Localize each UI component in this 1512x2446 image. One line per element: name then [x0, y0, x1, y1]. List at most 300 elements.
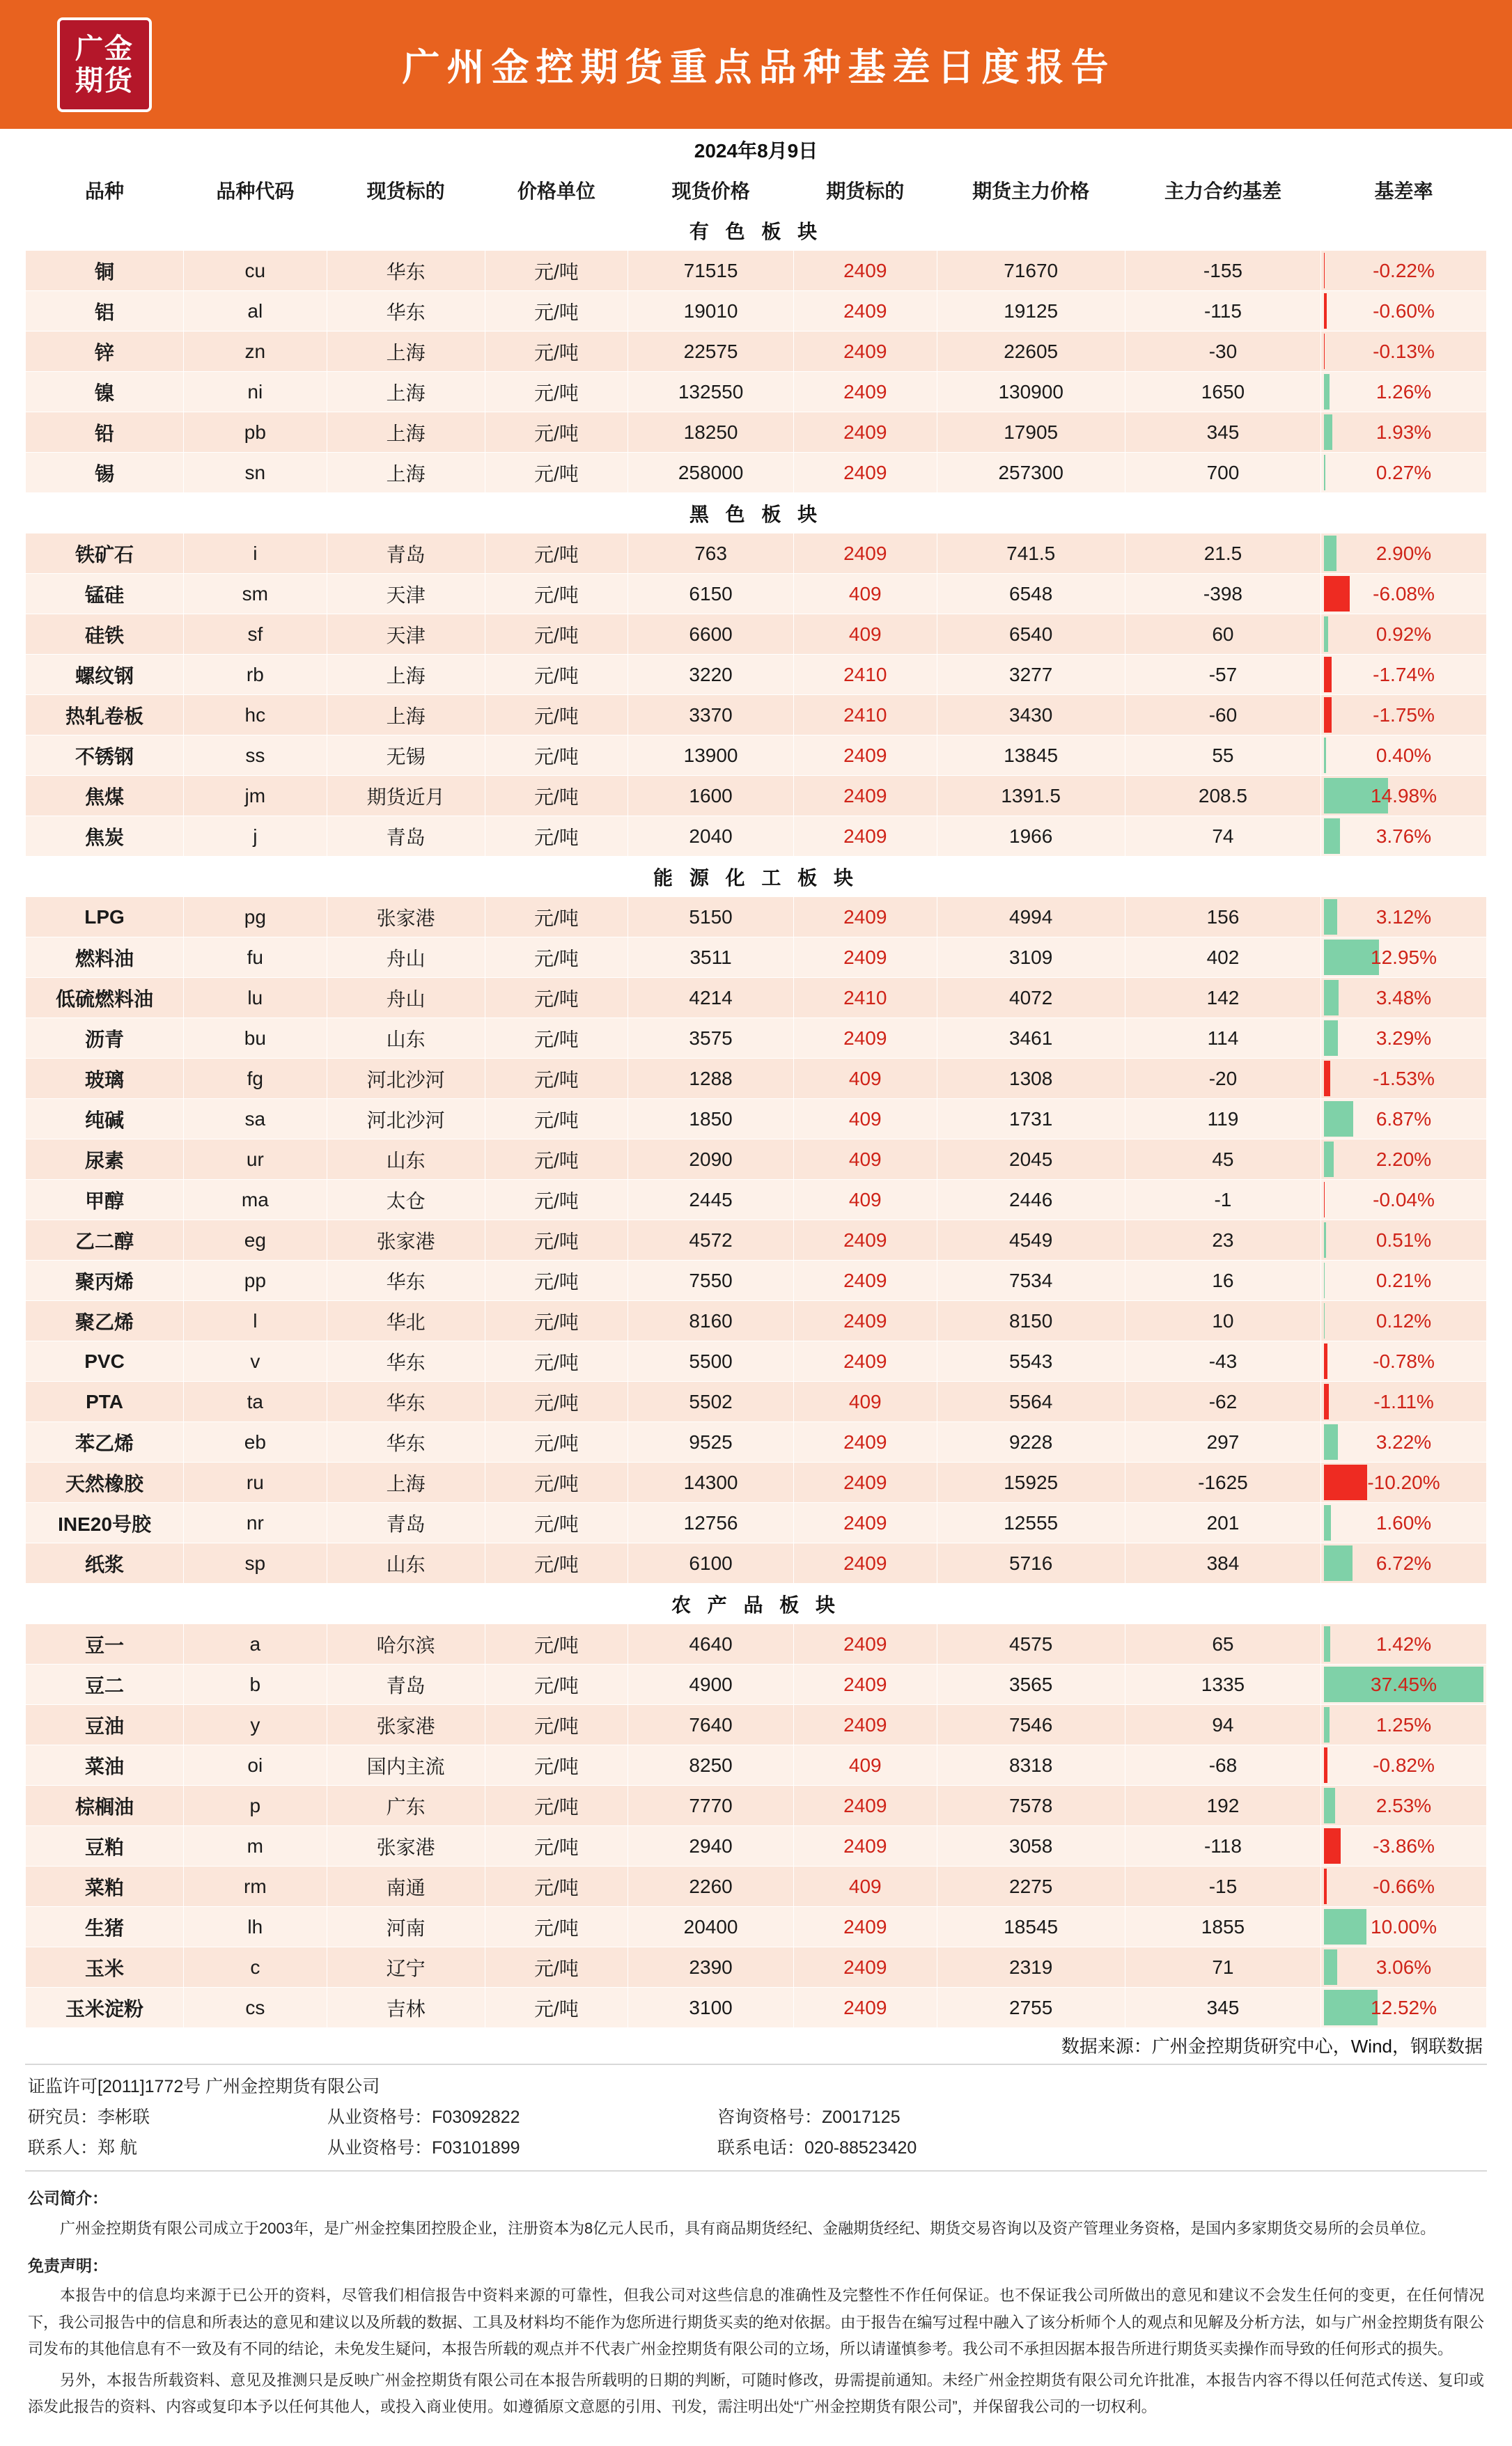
disclaimer-paragraph-2: 另外，本报告所载资料、意见及推测只是反映广州金控期货有限公司在本报告所载明的日期的判断，可随时修改，毋需提前通知。未经广州金控期货有限公司允许批准，本报告内容不得以任何范式传送、复印或添发此报告的资料、内容或复印本予以任何其他人，或投入商业使用。如遵循原文意愿的引用、刊发，需注明出处“广州金控期货有限公司”，并保留我公司的一切权利。 [28, 2367, 1484, 2421]
section-title: 能 源 化 工 板 块 [26, 857, 1487, 897]
cell-basis-rate [1321, 937, 1487, 978]
cell-spot-target: 上海 [327, 1463, 485, 1503]
cell-code: m [184, 1826, 327, 1867]
cell-futures-target: 2409 [794, 1786, 937, 1826]
section-title: 有 色 板 块 [26, 210, 1487, 251]
table-row [26, 332, 1487, 372]
cell-spot-price: 9525 [628, 1422, 794, 1463]
cell-code: pg [184, 897, 327, 937]
cell-basis-rate [1321, 1180, 1487, 1220]
basis-rate-bar [1324, 455, 1325, 490]
cell-unit: 元/吨 [485, 1705, 628, 1745]
table-row [26, 695, 1487, 735]
cell-spot-price: 258000 [628, 453, 794, 493]
col-期货主力价格: 期货主力价格 [937, 170, 1125, 210]
cell-spot-price: 7770 [628, 1786, 794, 1826]
cell-code: hc [184, 695, 327, 735]
cell-basis: -118 [1125, 1826, 1320, 1867]
cell-variety: 玻璃 [26, 1059, 184, 1099]
cell-unit: 元/吨 [485, 291, 628, 332]
table-row [26, 1139, 1487, 1180]
cell-unit: 元/吨 [485, 1947, 628, 1988]
cell-basis: 16 [1125, 1261, 1320, 1301]
cell-basis-rate [1321, 776, 1487, 816]
cell-futures-price: 6540 [937, 614, 1125, 655]
basis-rate-value: -0.60% [1373, 300, 1435, 322]
table-row [26, 1745, 1487, 1786]
cell-futures-price: 6548 [937, 574, 1125, 614]
cell-basis-rate [1321, 816, 1487, 857]
data-source-note: 数据来源：广州金控期货研究中心，Wind，钢联数据 [0, 2028, 1512, 2061]
cell-code: c [184, 1947, 327, 1988]
cell-variety: 焦炭 [26, 816, 184, 857]
cell-futures-price: 3461 [937, 1018, 1125, 1059]
cell-basis-rate [1321, 1301, 1487, 1341]
cell-unit: 元/吨 [485, 574, 628, 614]
table-row [26, 1947, 1487, 1988]
basis-rate-bar [1324, 1343, 1327, 1379]
basis-rate-value: -0.66% [1373, 1876, 1435, 1898]
cell-basis: 55 [1125, 735, 1320, 776]
cell-spot-price: 5150 [628, 897, 794, 937]
researcher-row [28, 2103, 1484, 2133]
cell-variety: 生猪 [26, 1907, 184, 1947]
table-row [26, 735, 1487, 776]
cell-spot-target: 山东 [327, 1018, 485, 1059]
cell-spot-target: 上海 [327, 695, 485, 735]
cell-futures-price: 8150 [937, 1301, 1125, 1341]
cell-code: ur [184, 1139, 327, 1180]
cell-code: p [184, 1786, 327, 1826]
cell-spot-target: 舟山 [327, 937, 485, 978]
cell-spot-target: 南通 [327, 1867, 485, 1907]
cell-spot-price: 6100 [628, 1543, 794, 1584]
table-row [26, 1220, 1487, 1261]
cell-basis: -155 [1125, 251, 1320, 291]
phone [717, 2133, 1484, 2164]
cell-basis-rate [1321, 1422, 1487, 1463]
cell-code: ss [184, 735, 327, 776]
table-row [26, 1422, 1487, 1463]
report-date: 2024年8月9日 [26, 130, 1487, 170]
cell-futures-price: 5564 [937, 1382, 1125, 1422]
cell-futures-target: 2409 [794, 1988, 937, 2028]
cell-unit: 元/吨 [485, 655, 628, 695]
cell-basis-rate [1321, 412, 1487, 453]
cell-unit: 元/吨 [485, 1826, 628, 1867]
cell-spot-price: 4640 [628, 1624, 794, 1665]
cell-code: pp [184, 1261, 327, 1301]
table-header-row [26, 170, 1487, 210]
cell-spot-price: 14300 [628, 1463, 794, 1503]
cell-unit: 元/吨 [485, 1988, 628, 2028]
table-row [26, 1624, 1487, 1665]
cell-futures-price: 741.5 [937, 533, 1125, 574]
table-row [26, 897, 1487, 937]
cell-variety: 锌 [26, 332, 184, 372]
cell-basis: 74 [1125, 816, 1320, 857]
cell-code: sn [184, 453, 327, 493]
cell-futures-price: 17905 [937, 412, 1125, 453]
table-row [26, 1907, 1487, 1947]
cell-futures-price: 19125 [937, 291, 1125, 332]
basis-rate-bar [1324, 657, 1332, 692]
cell-basis: 402 [1125, 937, 1320, 978]
basis-rate-bar [1324, 1869, 1327, 1904]
cell-code: fu [184, 937, 327, 978]
cell-spot-target: 河北沙河 [327, 1099, 485, 1139]
basis-rate-bar [1324, 818, 1340, 854]
cell-futures-target: 2409 [794, 1503, 937, 1543]
basis-rate-bar [1324, 334, 1325, 369]
cell-unit: 元/吨 [485, 1180, 628, 1220]
cell-futures-target: 2409 [794, 533, 937, 574]
cell-code: bu [184, 1018, 327, 1059]
section-title: 农 产 品 板 块 [26, 1584, 1487, 1624]
cell-spot-price: 1600 [628, 776, 794, 816]
table-row [26, 1867, 1487, 1907]
cell-variety: 棕榈油 [26, 1786, 184, 1826]
cell-code: sa [184, 1099, 327, 1139]
cell-spot-price: 13900 [628, 735, 794, 776]
cell-variety: 沥青 [26, 1018, 184, 1059]
phone-label: 联系电话： [717, 2138, 804, 2158]
basis-rate-value: -3.86% [1373, 1835, 1435, 1857]
cell-unit: 元/吨 [485, 1745, 628, 1786]
cell-spot-target: 华东 [327, 1341, 485, 1382]
cell-spot-target: 舟山 [327, 978, 485, 1018]
cell-futures-target: 2409 [794, 1665, 937, 1705]
cell-basis: 60 [1125, 614, 1320, 655]
cell-futures-price: 3277 [937, 655, 1125, 695]
col-现货标的: 现货标的 [327, 170, 485, 210]
col-现货价格: 现货价格 [628, 170, 794, 210]
cell-variety: 铜 [26, 251, 184, 291]
table-row [26, 1705, 1487, 1745]
cell-spot-price: 2090 [628, 1139, 794, 1180]
table-row [26, 1059, 1487, 1099]
cell-unit: 元/吨 [485, 1665, 628, 1705]
cell-unit: 元/吨 [485, 1059, 628, 1099]
cell-variety: PVC [26, 1341, 184, 1382]
cell-spot-price: 1288 [628, 1059, 794, 1099]
cell-basis-rate [1321, 1018, 1487, 1059]
basis-rate-bar [1324, 1424, 1338, 1460]
cell-basis: 1650 [1125, 372, 1320, 412]
cell-spot-target: 青岛 [327, 1503, 485, 1543]
cell-futures-target: 2409 [794, 735, 937, 776]
cell-spot-price: 5500 [628, 1341, 794, 1382]
basis-rate-value: 1.60% [1376, 1512, 1431, 1534]
contact-name: 郑 航 [98, 2138, 137, 2158]
cell-basis-rate [1321, 1261, 1487, 1301]
basis-rate-value: -1.74% [1373, 664, 1435, 686]
cell-futures-target: 2409 [794, 251, 937, 291]
basis-rate-value: -0.13% [1373, 341, 1435, 363]
cell-futures-target: 409 [794, 1139, 937, 1180]
basis-rate-bar [1324, 738, 1326, 773]
cell-spot-target: 华东 [327, 1261, 485, 1301]
cell-basis: 192 [1125, 1786, 1320, 1826]
cell-spot-price: 12756 [628, 1503, 794, 1543]
cell-unit: 元/吨 [485, 1503, 628, 1543]
cell-basis: -1625 [1125, 1463, 1320, 1503]
cell-futures-price: 7578 [937, 1786, 1125, 1826]
cell-spot-target: 上海 [327, 412, 485, 453]
contact-qual-value: F03101899 [432, 2138, 520, 2158]
cell-basis-rate [1321, 1139, 1487, 1180]
col-基差率: 基差率 [1321, 170, 1487, 210]
cell-spot-target: 华东 [327, 251, 485, 291]
cell-futures-price: 4072 [937, 978, 1125, 1018]
table-row [26, 776, 1487, 816]
cell-futures-target: 2409 [794, 897, 937, 937]
cell-futures-price: 2319 [937, 1947, 1125, 1988]
basis-rate-value: 3.12% [1376, 906, 1431, 928]
cell-basis-rate [1321, 1503, 1487, 1543]
cell-futures-target: 2409 [794, 1341, 937, 1382]
cell-spot-target: 山东 [327, 1543, 485, 1584]
basis-rate-bar [1324, 1788, 1335, 1823]
cell-variety: 乙二醇 [26, 1220, 184, 1261]
cell-spot-target: 吉林 [327, 1988, 485, 2028]
cell-code: l [184, 1301, 327, 1341]
cell-variety: 玉米 [26, 1947, 184, 1988]
researcher [28, 2103, 327, 2133]
cell-spot-target: 无锡 [327, 735, 485, 776]
table-row [26, 1826, 1487, 1867]
col-主力合约基差: 主力合约基差 [1125, 170, 1320, 210]
cell-basis: 94 [1125, 1705, 1320, 1745]
cell-basis-rate [1321, 655, 1487, 695]
table-row [26, 1786, 1487, 1826]
basis-rate-bar [1324, 1707, 1330, 1743]
cell-spot-target: 张家港 [327, 897, 485, 937]
basis-rate-bar [1324, 1303, 1325, 1339]
cell-basis-rate [1321, 1543, 1487, 1584]
consult-qual [717, 2103, 1484, 2133]
table-row [26, 1988, 1487, 2028]
cell-variety: 豆一 [26, 1624, 184, 1665]
cell-futures-target: 2409 [794, 1463, 937, 1503]
cell-code: i [184, 533, 327, 574]
basis-rate-value: -1.53% [1373, 1068, 1435, 1090]
table-body [26, 210, 1487, 2028]
cell-code: a [184, 1624, 327, 1665]
cell-code: zn [184, 332, 327, 372]
cell-basis-rate [1321, 897, 1487, 937]
col-品种代码: 品种代码 [184, 170, 327, 210]
cell-code: y [184, 1705, 327, 1745]
cell-variety: 甲醇 [26, 1180, 184, 1220]
cell-basis-rate [1321, 978, 1487, 1018]
cell-spot-price: 5502 [628, 1382, 794, 1422]
cell-basis-rate [1321, 372, 1487, 412]
cell-variety: 菜油 [26, 1745, 184, 1786]
cell-spot-target: 河南 [327, 1907, 485, 1947]
license-text: 证监许可[2011]1772号 广州金控期货有限公司 [28, 2072, 380, 2103]
cell-spot-target: 国内主流 [327, 1745, 485, 1786]
cell-futures-price: 12555 [937, 1503, 1125, 1543]
cell-basis-rate [1321, 1867, 1487, 1907]
cell-code: ni [184, 372, 327, 412]
table-container [0, 129, 1512, 2028]
cell-spot-price: 7550 [628, 1261, 794, 1301]
cell-futures-price: 1308 [937, 1059, 1125, 1099]
cell-basis: 384 [1125, 1543, 1320, 1584]
cell-basis: 208.5 [1125, 776, 1320, 816]
cell-variety: PTA [26, 1382, 184, 1422]
cell-spot-price: 22575 [628, 332, 794, 372]
contact-qual [327, 2133, 717, 2164]
cell-unit: 元/吨 [485, 332, 628, 372]
cell-variety: 豆二 [26, 1665, 184, 1705]
basis-rate-value: -0.78% [1373, 1350, 1435, 1373]
basis-rate-value: 3.48% [1376, 987, 1431, 1009]
cell-futures-price: 2446 [937, 1180, 1125, 1220]
cell-unit: 元/吨 [485, 776, 628, 816]
basis-rate-value: 0.12% [1376, 1310, 1431, 1332]
cell-basis-rate [1321, 533, 1487, 574]
cell-futures-target: 2409 [794, 1826, 937, 1867]
basis-rate-bar [1324, 576, 1350, 612]
cell-basis-rate [1321, 1382, 1487, 1422]
cell-futures-price: 1966 [937, 816, 1125, 857]
cell-basis-rate [1321, 1988, 1487, 2028]
cell-code: eb [184, 1422, 327, 1463]
basis-rate-value: 0.40% [1376, 745, 1431, 767]
cell-futures-target: 2409 [794, 1018, 937, 1059]
cell-code: sp [184, 1543, 327, 1584]
table-row [26, 1503, 1487, 1543]
basis-rate-value: 3.22% [1376, 1431, 1431, 1454]
cell-spot-price: 6600 [628, 614, 794, 655]
cell-basis: 21.5 [1125, 533, 1320, 574]
cell-unit: 元/吨 [485, 937, 628, 978]
cell-unit: 元/吨 [485, 1382, 628, 1422]
cell-futures-price: 22605 [937, 332, 1125, 372]
cell-futures-target: 409 [794, 1745, 937, 1786]
cell-futures-target: 2409 [794, 816, 937, 857]
cell-spot-target: 辽宁 [327, 1947, 485, 1988]
basis-rate-bar [1324, 414, 1332, 450]
col-价格单位: 价格单位 [485, 170, 628, 210]
basis-rate-bar [1324, 1384, 1329, 1419]
basis-rate-bar [1324, 1020, 1338, 1056]
basis-rate-value: -0.82% [1373, 1754, 1435, 1777]
researcher-qual [327, 2103, 717, 2133]
cell-code: v [184, 1341, 327, 1382]
cell-basis-rate [1321, 1705, 1487, 1745]
cell-futures-target: 2409 [794, 1543, 937, 1584]
cell-futures-price: 8318 [937, 1745, 1125, 1786]
table-row [26, 1382, 1487, 1422]
cell-futures-price: 4575 [937, 1624, 1125, 1665]
cell-futures-target: 409 [794, 1059, 937, 1099]
cell-spot-target: 华东 [327, 1382, 485, 1422]
basis-rate-bar [1324, 1626, 1330, 1662]
basis-rate-value: 3.76% [1376, 825, 1431, 848]
basis-rate-value: 1.42% [1376, 1633, 1431, 1656]
cell-spot-target: 上海 [327, 332, 485, 372]
cell-spot-target: 哈尔滨 [327, 1624, 485, 1665]
cell-basis: -1 [1125, 1180, 1320, 1220]
cell-unit: 元/吨 [485, 1018, 628, 1059]
cell-futures-target: 2409 [794, 776, 937, 816]
cell-futures-target: 2409 [794, 1301, 937, 1341]
cell-unit: 元/吨 [485, 1543, 628, 1584]
cell-futures-target: 2409 [794, 412, 937, 453]
cell-unit: 元/吨 [485, 1341, 628, 1382]
cell-futures-target: 2409 [794, 291, 937, 332]
table-row [26, 937, 1487, 978]
cell-variety: 铝 [26, 291, 184, 332]
table-row [26, 453, 1487, 493]
cell-basis: 345 [1125, 1988, 1320, 2028]
cell-spot-price: 18250 [628, 412, 794, 453]
cell-unit: 元/吨 [485, 1099, 628, 1139]
cell-basis-rate [1321, 1907, 1487, 1947]
cell-futures-target: 409 [794, 1867, 937, 1907]
basis-rate-bar [1324, 1909, 1366, 1945]
cell-variety: 纸浆 [26, 1543, 184, 1584]
cell-code: lu [184, 978, 327, 1018]
col-品种: 品种 [26, 170, 184, 210]
basis-rate-value: -6.08% [1373, 583, 1435, 605]
cell-futures-price: 3109 [937, 937, 1125, 978]
cell-unit: 元/吨 [485, 412, 628, 453]
basis-rate-value: 6.72% [1376, 1552, 1431, 1575]
cell-futures-target: 409 [794, 1180, 937, 1220]
cell-basis: -60 [1125, 695, 1320, 735]
cell-futures-price: 2755 [937, 1988, 1125, 2028]
license-row [28, 2072, 1484, 2103]
cell-futures-target: 2409 [794, 332, 937, 372]
cell-code: b [184, 1665, 327, 1705]
cell-basis: 23 [1125, 1220, 1320, 1261]
cell-spot-price: 2445 [628, 1180, 794, 1220]
basis-rate-bar [1324, 697, 1332, 733]
cell-basis: 1855 [1125, 1907, 1320, 1947]
cell-basis: -57 [1125, 655, 1320, 695]
basis-rate-bar [1324, 1949, 1337, 1985]
cell-basis-rate [1321, 614, 1487, 655]
cell-basis: -115 [1125, 291, 1320, 332]
cell-unit: 元/吨 [485, 1463, 628, 1503]
cell-unit: 元/吨 [485, 533, 628, 574]
cell-spot-price: 8250 [628, 1745, 794, 1786]
table-row [26, 1261, 1487, 1301]
cell-futures-target: 2410 [794, 655, 937, 695]
cell-futures-target: 2409 [794, 1705, 937, 1745]
cell-unit: 元/吨 [485, 978, 628, 1018]
cell-spot-target: 青岛 [327, 533, 485, 574]
cell-basis: 114 [1125, 1018, 1320, 1059]
basis-rate-value: 12.95% [1371, 947, 1437, 969]
cell-code: eg [184, 1220, 327, 1261]
basis-rate-bar [1324, 1828, 1341, 1864]
basis-rate-value: -1.11% [1373, 1391, 1434, 1413]
cell-futures-target: 2410 [794, 978, 937, 1018]
researcher-qual-label: 从业资格号： [327, 2108, 432, 2127]
cell-code: pb [184, 412, 327, 453]
cell-variety: 铁矿石 [26, 533, 184, 574]
basis-table [25, 129, 1487, 2028]
table-row [26, 1301, 1487, 1341]
cell-spot-price: 6150 [628, 574, 794, 614]
cell-code: ru [184, 1463, 327, 1503]
cell-unit: 元/吨 [485, 735, 628, 776]
